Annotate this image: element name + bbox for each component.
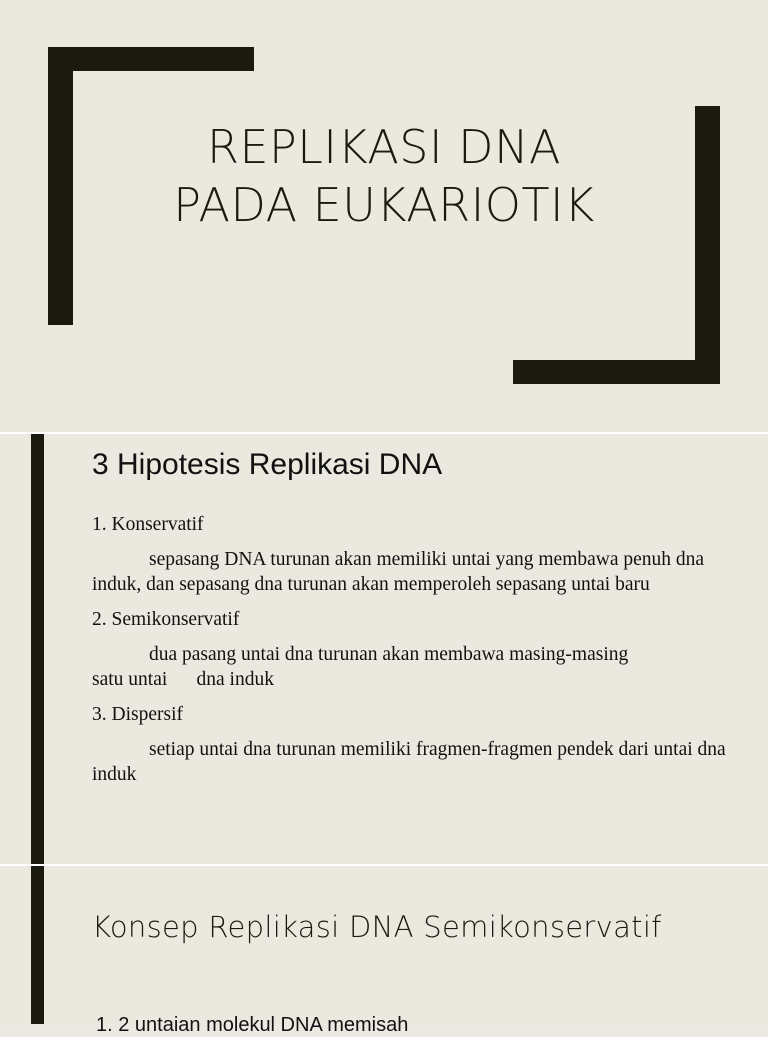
frame-corner-bottom-right <box>513 360 720 384</box>
title-slide <box>0 0 768 432</box>
slide-accent-bar <box>31 434 44 864</box>
slide-title-line1: REPLIKASI DNA <box>207 120 561 174</box>
description-rest: satu untai dna induk <box>92 669 274 690</box>
concept-slide <box>0 866 768 1036</box>
list-item-label: 3. Dispersif <box>92 704 183 725</box>
frame-corner-top-left <box>48 47 254 71</box>
hypothesis-list <box>92 512 742 797</box>
list-item-label: 1. Konservatif <box>92 514 204 535</box>
description-first-line: dua pasang untai dna turunan akan membawa masing-masing <box>149 644 629 665</box>
list-item-description <box>92 737 742 787</box>
description-rest: untai dna induk <box>92 739 726 785</box>
hypothesis-slide <box>0 434 768 864</box>
slide-heading: 3 Hipotesis Replikasi DNA <box>92 448 443 481</box>
list-item-description <box>92 547 742 597</box>
description-rest: penuh dna induk, dan sepasang dna turunan akan memperoleh sepasang untai baru <box>92 549 705 595</box>
description-first-line: sepasang DNA turunan akan memiliki untai yang membawa <box>149 549 619 570</box>
list-item-description <box>92 642 742 692</box>
description-first-line: setiap untai dna turunan memiliki fragmen-fragmen pendek dari <box>149 739 649 760</box>
slide-heading: Konsep Replikasi DNA Semikonservatif <box>92 910 662 944</box>
list-item-label: 2. Semikonservatif <box>92 609 240 630</box>
partial-list-item: 1. 2 untaian molekul DNA memisah <box>96 1014 409 1036</box>
slide-accent-bar <box>31 866 44 1024</box>
slide-title-line2: PADA EUKARIOTIK <box>173 178 595 232</box>
slide-title <box>0 118 768 234</box>
